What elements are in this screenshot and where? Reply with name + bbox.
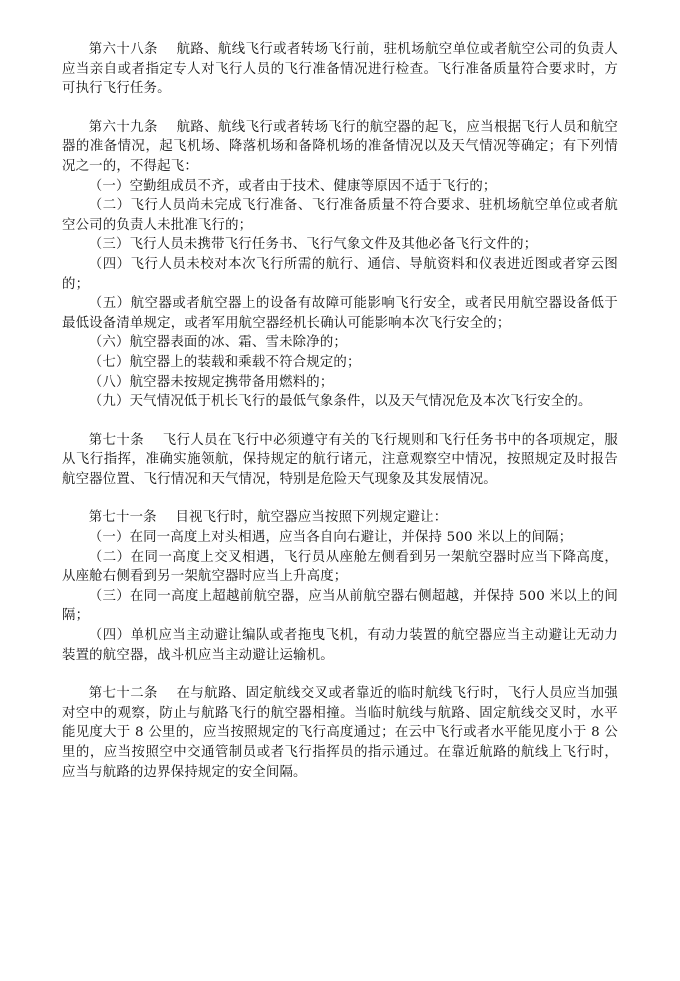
list-item: （一）空勤组成员不齐，或者由于技术、健康等原因不适于飞行的； xyxy=(88,178,497,194)
list-item: （六）航空器表面的冰、霜、雪未除净的； xyxy=(88,335,348,351)
article-paragraph xyxy=(62,684,618,782)
article-body: 目视飞行时，航空器应当按照下列规定避让： xyxy=(175,510,448,526)
article-72 xyxy=(62,684,618,782)
list-item: （九）天气情况低于机长飞行的最低气象条件，以及天气情况危及本次飞行安全的。 xyxy=(88,394,592,410)
list-item: （七）航空器上的装载和乘载不符合规定的； xyxy=(88,354,361,370)
article-68 xyxy=(62,40,618,99)
list-item: （五）航空器或者航空器上的设备有故障可能影响飞行安全，或者民用航空器设备低于最低设备清单规定，或者军用航空器经机长确认可能影响本次飞行安全的； xyxy=(62,296,618,331)
article-number: 第六十九条 xyxy=(88,119,158,135)
article-body: 在与航路、固定航线交叉或者靠近的临时航线飞行时，飞行人员应当加强对空中的观察，防止与航路飞行的航空器相撞。当临时航线与航路、固定航线交叉时，水平能见度大于 8 公里的，应当按照规定的飞行高度通过；在云中飞行或者水平能见度小于 8 公里的，应当按照空中交通管制员或者飞行指挥员的指示通过。在靠近航路的航线上飞行时，应当与航路的边界保持规定的安全间隔。 xyxy=(62,686,618,780)
list-item: （四）飞行人员未校对本次飞行所需的航行、通信、导航资料和仪表进近图或者穿云图的； xyxy=(62,256,618,292)
list-item: （四）单机应当主动避让编队或者拖曳飞机，有动力装置的航空器应当主动避让无动力装置的航空器，战斗机应当主动避让运输机。 xyxy=(62,628,618,663)
list-item: （三）在同一高度上超越前航空器，应当从前航空器右侧超越，并保持 500 米以上的间隔； xyxy=(62,588,618,624)
article-body: 航路、航线飞行或者转场飞行的航空器的起飞，应当根据飞行人员和航空器的准备情况，起飞机场、降落机场和备降机场的准备情况以及天气情况等确定；有下列情况之一的，不得起飞： xyxy=(62,119,618,174)
list-item: （一）在同一高度上对头相遇，应当各自向右避让，并保持 500 米以上的间隔； xyxy=(88,530,573,546)
list-item: （二）飞行人员尚未完成飞行准备、飞行准备质量不符合要求、驻机场航空单位或者航空公司的负责人未批准飞行的； xyxy=(62,198,618,233)
article-paragraph xyxy=(62,40,618,99)
article-paragraph xyxy=(62,118,618,177)
article-number: 第七十二条 xyxy=(88,686,158,702)
list-item: （八）航空器未按规定携带备用燃料的； xyxy=(88,374,334,390)
article-69 xyxy=(62,118,618,412)
article-71 xyxy=(62,508,618,665)
document-page xyxy=(62,40,618,782)
article-paragraph xyxy=(62,431,618,490)
list-item: （二）在同一高度上交叉相遇，飞行员从座舱左侧看到另一架航空器时应当下降高度，从座舱右侧看到另一架航空器时应当上升高度； xyxy=(62,549,618,585)
article-body: 飞行人员在飞行中必须遵守有关的飞行规则和飞行任务书中的各项规定，服从飞行指挥，准确实施领航，保持规定的航行诸元，注意观察空中情况，按照规定及时报告航空器位置、飞行情况和天气情况，特别是危险天气现象及其发展情况。 xyxy=(62,432,618,487)
article-body: 航路、航线飞行或者转场飞行前，驻机场航空单位或者航空公司的负责人应当亲自或者指定专人对飞行人员的飞行准备情况进行检查。飞行准备质量符合要求时，方可执行飞行任务。 xyxy=(62,42,618,97)
article-70 xyxy=(62,431,618,490)
article-number: 第六十八条 xyxy=(88,42,158,57)
article-number: 第七十一条 xyxy=(88,510,157,526)
article-paragraph xyxy=(62,508,618,528)
list-item: （三）飞行人员未携带飞行任务书、飞行气象文件及其他必备飞行文件的； xyxy=(88,237,538,253)
article-number: 第七十条 xyxy=(88,432,145,448)
